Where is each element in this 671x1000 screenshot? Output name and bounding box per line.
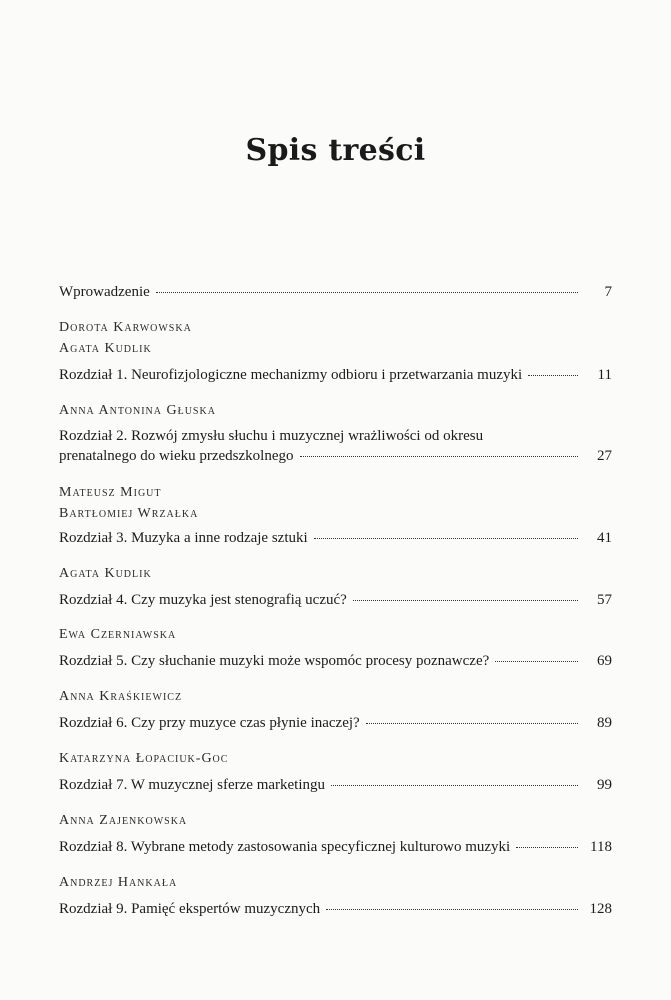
- dot-leader: [366, 723, 578, 724]
- entry-page: 89: [597, 715, 612, 731]
- toc-entry-chapter-3[interactable]: [59, 530, 612, 547]
- dot-leader: [516, 847, 578, 848]
- toc-entry-intro[interactable]: [59, 284, 612, 301]
- author-name: Anna Antonina Głuska: [59, 403, 216, 418]
- entry-label: Rozdział 4. Czy muzyka jest stenografią uczuć?: [59, 592, 347, 608]
- toc-entry-chapter-1[interactable]: [59, 367, 612, 384]
- entry-page: 41: [597, 530, 612, 546]
- author-name: Anna Kraśkiewicz: [59, 689, 183, 704]
- dot-leader: [300, 456, 579, 457]
- entry-label: Rozdział 5. Czy słuchanie muzyki może wspomóc procesy poznawcze?: [59, 653, 490, 669]
- toc-entry-chapter-7[interactable]: [59, 777, 612, 794]
- author-name: Andrzej Hankała: [59, 875, 178, 890]
- entry-page: 118: [590, 839, 612, 855]
- entry-label-line-1: Rozdział 2. Rozwój zmysłu słuchu i muzycznej wrażliwości od okresu: [59, 428, 484, 444]
- entry-label: Rozdział 1. Neurofizjologiczne mechanizmy odbioru i przetwarzania muzyki: [59, 367, 523, 383]
- entry-page: 128: [589, 901, 612, 917]
- dot-leader: [495, 661, 578, 662]
- toc-entry-chapter-4[interactable]: [59, 592, 612, 609]
- entry-page: 69: [597, 653, 612, 669]
- author-name: Agata Kudlik: [59, 341, 152, 356]
- author-name: Mateusz Migut: [59, 485, 162, 500]
- dot-leader: [528, 375, 578, 376]
- entry-label-line-2: prenatalnego do wieku przedszkolnego: [59, 448, 294, 464]
- entry-label: Rozdział 8. Wybrane metody zastosowania specyficznej kulturowo muzyki: [59, 839, 511, 855]
- author-name: Ewa Czerniawska: [59, 627, 177, 642]
- toc-entry-chapter-8[interactable]: [59, 839, 612, 856]
- entry-label: Rozdział 3. Muzyka a inne rodzaje sztuki: [59, 530, 308, 546]
- entry-page: 27: [597, 448, 612, 464]
- toc-entry-chapter-9[interactable]: [59, 901, 612, 918]
- dot-leader: [156, 292, 578, 293]
- author-name: Anna Zajenkowska: [59, 813, 188, 828]
- toc-entry-chapter-2[interactable]: [59, 428, 612, 465]
- entry-page: 57: [597, 592, 612, 608]
- author-name: Katarzyna Łopaciuk-Goc: [59, 751, 229, 766]
- entry-label: Rozdział 9. Pamięć ekspertów muzycznych: [59, 901, 321, 917]
- entry-page: 11: [597, 367, 612, 383]
- toc-entry-chapter-5[interactable]: [59, 653, 612, 670]
- entry-page: 7: [604, 284, 612, 300]
- author-name: Bartłomiej Wrzałka: [59, 506, 199, 521]
- entry-label: Wprowadzenie: [59, 284, 150, 300]
- page-title: Spis treści: [245, 133, 426, 168]
- entry-page: 99: [597, 777, 612, 793]
- dot-leader: [326, 909, 578, 910]
- dot-leader: [331, 785, 578, 786]
- toc-entry-chapter-6[interactable]: [59, 715, 612, 732]
- dot-leader: [314, 538, 578, 539]
- entry-label: Rozdział 6. Czy przy muzyce czas płynie inaczej?: [59, 715, 360, 731]
- entry-label: Rozdział 7. W muzycznej sferze marketingu: [59, 777, 326, 793]
- dot-leader: [353, 600, 578, 601]
- author-name: Dorota Karwowska: [59, 320, 192, 335]
- author-name: Agata Kudlik: [59, 566, 152, 581]
